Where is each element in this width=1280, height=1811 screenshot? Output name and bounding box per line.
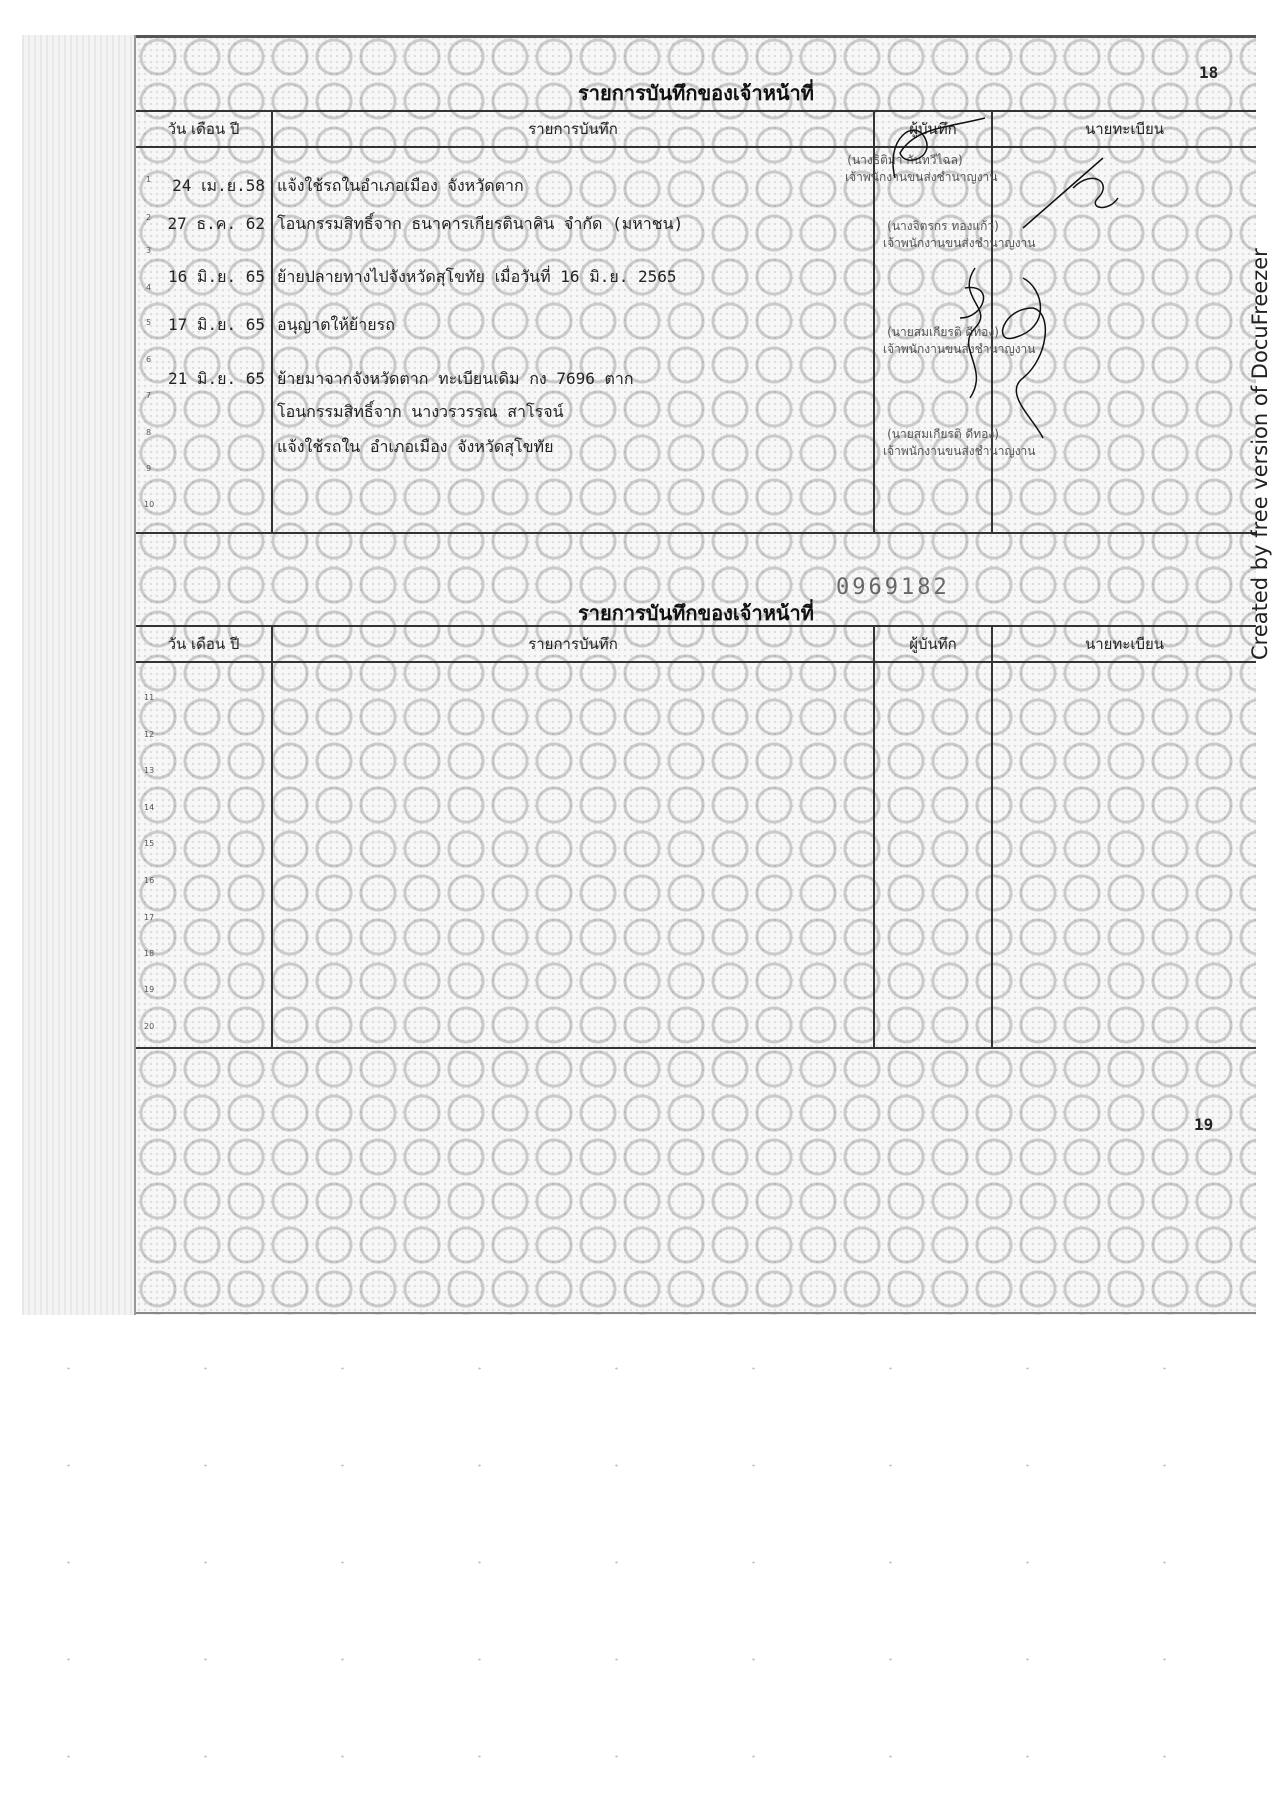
header-date: วัน เดือน ปี <box>136 626 272 662</box>
entry-text: โอนกรรมสิทธิ์จาก ธนาคารเกียรตินาคิน จำกัด (มหาชน) <box>277 214 684 233</box>
scan-edge <box>22 35 134 1315</box>
entry-text: แจ้งใช้รถในอำเภอเมือง จังหวัดตาก <box>277 176 524 195</box>
officer-name: (นายสมเกียรติ ดีทอง) <box>887 325 999 339</box>
line-number: 18 <box>144 949 155 958</box>
officer-name: (นายสมเกียรติ ดีทอง) <box>887 427 999 441</box>
line-number: 10 <box>144 500 155 509</box>
entry-text: แจ้งใช้รถใน อำเภอเมือง จังหวัดสุโขทัย <box>277 437 554 456</box>
entry-date: 27 ธ.ค. 62 <box>167 214 265 233</box>
officer-title: เจ้าพนักงานขนส่งชำนาญงาน <box>883 444 1036 458</box>
line-number: 19 <box>144 985 155 994</box>
upper-section-title: รายการบันทึกของเจ้าหน้าที่ <box>578 81 814 105</box>
header-recorder: ผู้บันทึก <box>874 626 992 662</box>
header-recorder: ผู้บันทึก <box>874 111 992 147</box>
header-date: วัน เดือน ปี <box>136 111 272 147</box>
scan-noise <box>0 1320 1280 1800</box>
lower-section-title: รายการบันทึกของเจ้าหน้าที่ <box>578 601 814 625</box>
line-number: 4 <box>146 283 152 292</box>
lower-table-header <box>136 626 1256 662</box>
header-entry: รายการบันทึก <box>272 111 874 147</box>
entry-date: 21 มิ.ย. 65 <box>168 369 265 388</box>
entry-text: อนุญาตให้ย้ายรถ <box>277 315 395 334</box>
officer-name: (นางธิติมา กันทวีไฉล) <box>847 153 963 167</box>
upper-page-number: 18 <box>1199 63 1219 82</box>
top-border <box>136 35 1256 38</box>
upper-registrar-column <box>992 147 1256 533</box>
lower-table-body <box>136 662 1256 1048</box>
signature-scribble <box>993 268 1073 448</box>
officer-stamp <box>883 218 1036 252</box>
lower-entry-column <box>272 662 874 1048</box>
officer-title: เจ้าพนักงานขนส่งชำนาญงาน <box>883 342 1036 356</box>
bottom-border <box>136 1312 1256 1314</box>
line-number: 7 <box>146 391 152 400</box>
upper-date-column <box>136 147 272 533</box>
header-registrar: นายทะเบียน <box>992 626 1256 662</box>
entry-text: ย้ายมาจากจังหวัดตาก ทะเบียนเดิม กง 7696 ตาก <box>277 369 634 388</box>
entry-text: โอนกรรมสิทธิ์จาก นางวรวรรณ สาโรจน์ <box>277 402 564 421</box>
line-number: 14 <box>144 803 155 812</box>
upper-record-table <box>136 110 1256 534</box>
upper-recorder-column <box>845 147 1036 533</box>
upper-table-body <box>136 147 1256 533</box>
line-number: 17 <box>144 913 155 922</box>
line-number: 15 <box>144 839 155 848</box>
line-number: 2 <box>146 213 152 222</box>
lower-registrar-column <box>992 662 1256 1048</box>
line-number: 9 <box>146 464 152 473</box>
line-number: 6 <box>146 355 152 364</box>
entry-date: 16 มิ.ย. 65 <box>168 267 265 286</box>
line-number: 3 <box>146 246 152 255</box>
line-number: 20 <box>144 1022 155 1031</box>
lower-recorder-column <box>874 662 992 1048</box>
officer-name: (นางจิตรกร ทองแก้ว) <box>887 219 999 233</box>
header-registrar: นายทะเบียน <box>992 111 1256 147</box>
line-number: 1 <box>146 175 152 184</box>
header-entry: รายการบันทึก <box>272 626 874 662</box>
watermark: Created by free version of DocuFreezer <box>1248 248 1272 660</box>
line-number: 13 <box>144 766 155 775</box>
lower-date-column <box>136 662 272 1048</box>
officer-stamp <box>883 426 1036 460</box>
line-number: 8 <box>146 428 152 437</box>
entry-date: 24 เม.ย.58 <box>172 176 265 195</box>
lower-record-table <box>136 625 1256 1049</box>
line-number: 12 <box>144 730 155 739</box>
entry-text: ย้ายปลายทางไปจังหวัดสุโขทัย เมื่อวันที่ 16 มิ.ย. 2565 <box>277 267 677 286</box>
entry-date: 17 มิ.ย. 65 <box>168 315 265 334</box>
signature-scribble <box>875 108 993 188</box>
signature-scribble <box>1013 148 1233 238</box>
upper-table-header <box>136 111 1256 147</box>
upper-entry-column <box>272 147 874 533</box>
document-page <box>134 35 1256 1315</box>
officer-title: เจ้าพนักงานขนส่งชำนาญงาน <box>845 170 998 184</box>
line-number: 16 <box>144 876 155 885</box>
officer-title: เจ้าพนักงานขนส่งชำนาญงาน <box>883 236 1036 250</box>
lower-page-number: 19 <box>1194 1115 1214 1134</box>
line-number: 5 <box>146 318 152 327</box>
serial-number: 0969182 <box>836 575 950 600</box>
line-number: 11 <box>144 693 155 702</box>
